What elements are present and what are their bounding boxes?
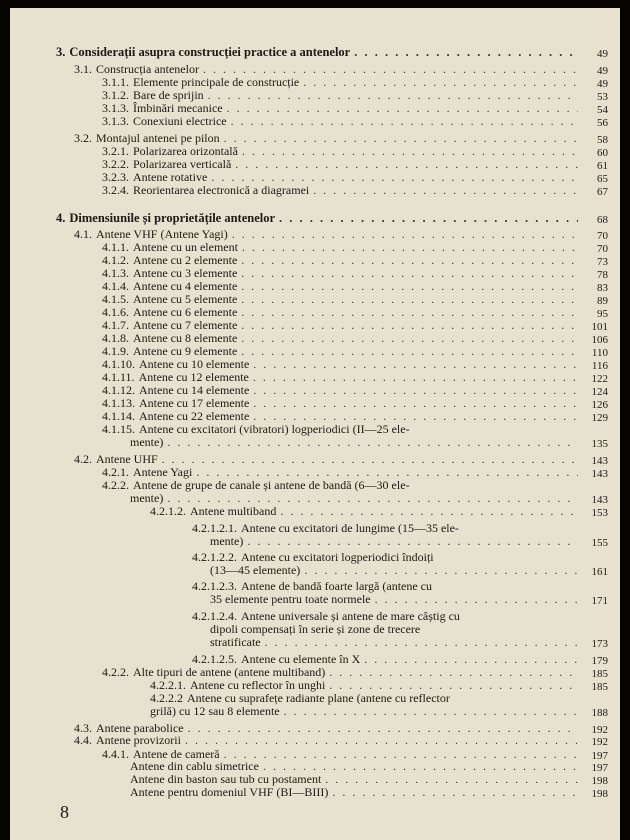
toc-entry-title: 35 elemente pentru toate normele — [210, 592, 371, 606]
dot-leader — [247, 533, 578, 549]
toc-entry-number: 4.4. — [74, 733, 92, 747]
toc-entry-page: 124 — [591, 386, 608, 398]
dot-leader — [304, 562, 578, 578]
toc-entry-page: 70 — [597, 230, 608, 242]
toc-entry-page: 49 — [597, 48, 608, 60]
toc-entry-page: 143 — [591, 455, 608, 467]
toc-entry-title: Antene cu 8 elemente — [133, 331, 238, 345]
toc-entry-page: 129 — [591, 412, 608, 424]
toc-entry-title: Antene provizorii — [96, 733, 181, 747]
toc-entry-title: Antene cu 7 elemente — [133, 318, 238, 332]
toc-entry-number: 4.2.2.2 — [150, 691, 183, 705]
toc-entry-number: 3.2.3. — [102, 170, 129, 184]
toc-entry-title: Reorientarea electronică a diagramei — [133, 183, 310, 197]
toc-entry-title: Antene cu 5 elemente — [133, 292, 238, 306]
toc-entry-title: Antene pentru domeniul VHF (BI—BIII) — [130, 785, 329, 799]
toc-entry-title: Polarizarea verticală — [133, 157, 232, 171]
toc-entry-page: 153 — [591, 507, 608, 519]
toc-entry-page: 83 — [597, 282, 608, 294]
toc-entry-number: 3.1.1. — [102, 75, 129, 89]
toc-entry-page: 58 — [597, 134, 608, 146]
toc-entry-number: 4.1.8. — [102, 331, 129, 345]
toc-entry-number: 4.2.1. — [102, 465, 129, 479]
toc-entry-page: 65 — [597, 173, 608, 185]
toc-entry-number: 4.1.14. — [102, 409, 135, 423]
toc-entry-number: 4.2.2. — [102, 478, 129, 492]
toc-entry-number: 4.3. — [74, 721, 92, 735]
toc-entry-title: mente) — [130, 435, 164, 449]
toc-entry-page: 73 — [597, 256, 608, 268]
toc-entry — [56, 44, 582, 60]
toc-entry-title: Antene cu 12 elemente — [138, 370, 249, 384]
toc-entry — [130, 434, 582, 450]
toc-entry-title: (13—45 elemente) — [210, 563, 301, 577]
toc-entry-page: 197 — [591, 750, 608, 762]
toc-entry-number: 4.2.1.2.1. — [192, 521, 237, 535]
toc-entry-page: 116 — [591, 360, 608, 372]
toc-entry-title: Bare de sprijin — [133, 88, 204, 102]
toc-entry-page: 122 — [591, 373, 608, 385]
toc-entry-number: 4.2.1.2.4. — [192, 609, 237, 623]
toc-entry-page: 95 — [597, 308, 608, 320]
toc-entry-number: 4.2.1.2.2. — [192, 550, 237, 564]
toc-entry-title: Antene de bandă foarte largă (antene cu — [241, 579, 433, 593]
toc-entry-number: 4.1.1. — [102, 240, 129, 254]
toc-entry-page: 171 — [591, 595, 608, 607]
toc-entry-number: 3.2.1. — [102, 144, 129, 158]
toc-entry-page: 198 — [591, 775, 608, 787]
toc-entry-number: 4.1. — [74, 227, 92, 241]
toc-entry-title: Antene cu 4 elemente — [133, 279, 238, 293]
toc-entry-number: 4.1.15. — [102, 422, 135, 436]
toc-entry-page: 185 — [591, 681, 608, 693]
toc-entry-title: Antene cu 17 elemente — [139, 396, 250, 410]
toc-entry-number: 4.1.4. — [102, 279, 129, 293]
toc-entry-title: Antene cu reflector în unghi — [190, 678, 326, 692]
dot-leader — [354, 44, 578, 60]
toc-entry-number: 4.1.9. — [102, 344, 129, 358]
toc-entry-page: 61 — [597, 160, 608, 172]
toc-entry-title: Antene rotative — [133, 170, 208, 184]
toc-entry-page: 49 — [597, 65, 608, 77]
toc-entry-number: 3.2.2. — [102, 157, 129, 171]
dot-leader — [279, 210, 578, 226]
toc-entry-title: Îmbinări mecanice — [133, 101, 223, 115]
dot-leader — [167, 434, 578, 450]
toc-entry — [102, 182, 582, 198]
toc-entry-title: Antene cu 10 elemente — [139, 357, 250, 371]
toc-entry-title: Construcția antenelor — [96, 62, 199, 76]
toc-entry-page: 53 — [597, 91, 608, 103]
toc-entry — [150, 503, 582, 519]
toc-entry-title: Antene cu excitatori logperiodici îndoiți — [241, 550, 434, 564]
dot-leader — [332, 784, 578, 800]
toc-entry — [130, 784, 582, 800]
toc-entry-page: 192 — [591, 736, 608, 748]
toc-entry-page: 143 — [591, 468, 608, 480]
toc-entry-number: 4.1.12. — [102, 383, 135, 397]
toc-entry-number: 4.1.3. — [102, 266, 129, 280]
dot-leader — [231, 113, 578, 129]
toc-entry — [102, 113, 582, 129]
toc-entry-number: 3.1.3. — [102, 114, 129, 128]
toc-entry-page: 198 — [591, 788, 608, 800]
toc-entry-number: 3.2.4. — [102, 183, 129, 197]
toc-entry-title: mente) — [210, 534, 244, 548]
toc-entry-title: Conexiuni electrice — [133, 114, 227, 128]
toc-entry-title: Antene cu elemente în X — [241, 652, 361, 666]
toc-entry-page: 126 — [591, 399, 608, 411]
toc-entry-title: Montajul antenei pe pilon — [96, 131, 220, 145]
toc-entry — [210, 562, 582, 578]
toc-entry-page: 185 — [591, 668, 608, 680]
toc-entry-title: Antene cu 2 elemente — [133, 253, 238, 267]
toc-entry-title: Antene cu 3 elemente — [133, 266, 238, 280]
toc-entry-number: 4.2. — [74, 452, 92, 466]
toc-entry-title: Antene de grupe de canale și antene de bandă (6—30 ele- — [133, 478, 410, 492]
toc-entry-title: Antene Yagi — [133, 465, 193, 479]
toc-entry-title: Antene cu excitatori (vibratori) logperiodici (II—25 ele- — [139, 422, 410, 436]
toc-entry-title: Antene UHF — [96, 452, 158, 466]
toc-entry-number: 4.2.1.2.5. — [192, 652, 237, 666]
toc-entry-page: 89 — [597, 295, 608, 307]
toc-entry-page: 60 — [597, 147, 608, 159]
book-page — [10, 8, 620, 840]
toc-entry-number: 3.1.3. — [102, 101, 129, 115]
toc-entry-number: 4.2.2.1. — [150, 678, 186, 692]
toc-entry-title: stratificate — [210, 635, 261, 649]
toc-entry-page: 155 — [591, 537, 608, 549]
toc-entry-page: 143 — [591, 494, 608, 506]
toc-entry — [56, 210, 582, 226]
toc-entry-title: Antene universale și antene de mare câștig cu — [241, 609, 460, 623]
toc-entry-page: 173 — [591, 638, 608, 650]
toc-entry-title: Antene din cablu simetrice — [130, 759, 259, 773]
toc-entry-title: Antene VHF (Antene Yagi) — [96, 227, 228, 241]
toc-entry-title: Antene cu excitatori de lungime (15—35 ele- — [241, 521, 459, 535]
toc-entry-page: 70 — [597, 243, 608, 255]
toc-entry-number: 4.4.1. — [102, 747, 129, 761]
toc-entry-page: 110 — [591, 347, 608, 359]
toc-entry-number: 4.1.13. — [102, 396, 135, 410]
toc-entry-page: 188 — [591, 707, 608, 719]
toc-entry — [210, 533, 582, 549]
toc-entry-title: Antene din baston sau tub cu postament — [130, 772, 322, 786]
toc-entry-title: Antene multiband — [190, 504, 277, 518]
toc-entry-title: Antene cu 22 elemente — [139, 409, 250, 423]
toc-entry-title: Polarizarea orizontală — [133, 144, 238, 158]
toc-entry-title: Antene cu 9 elemente — [133, 344, 238, 358]
toc-entry-title: Antene cu 14 elemente — [139, 383, 250, 397]
dot-leader — [375, 591, 578, 607]
toc-entry-page: 78 — [597, 269, 608, 281]
toc-entry-page: 54 — [597, 104, 608, 116]
toc-entry-page: 68 — [597, 214, 608, 226]
toc-entry — [150, 703, 582, 719]
toc-entry-number: 3.1.2. — [102, 88, 129, 102]
dot-leader — [265, 634, 578, 650]
toc-entry-number: 4.2.1.2.3. — [192, 579, 237, 593]
toc-entry-page: 179 — [591, 655, 608, 667]
toc-entry-title: mente) — [130, 491, 164, 505]
toc-entry-number: 3.1. — [74, 62, 92, 76]
toc-entry-number: 4.2.1.2. — [150, 504, 186, 518]
toc-entry-title: Considerații asupra construcției practice a antenelor — [69, 45, 351, 59]
toc-entry-page: 135 — [591, 438, 608, 450]
toc-entry-title: Antene parabolice — [96, 721, 184, 735]
table-of-contents — [10, 8, 620, 840]
toc-entry-title: Elemente principale de construcție — [133, 75, 300, 89]
toc-entry-number: 4.1.2. — [102, 253, 129, 267]
toc-entry-number: 4.1.11. — [102, 370, 135, 384]
dot-leader — [280, 503, 578, 519]
toc-entry-page: 67 — [597, 186, 608, 198]
dot-leader — [284, 703, 578, 719]
toc-entry-page: 161 — [591, 566, 608, 578]
toc-entry-page: 56 — [597, 117, 608, 129]
toc-entry-number: 3. — [56, 45, 66, 59]
toc-entry-title: grilă) cu 12 sau 8 elemente — [150, 704, 280, 718]
toc-entry-number: 3.2. — [74, 131, 92, 145]
toc-entry-page: 101 — [591, 321, 608, 333]
toc-entry-page: 197 — [591, 762, 608, 774]
toc-entry-page: 192 — [591, 724, 608, 736]
toc-entry-title: Antene cu un element — [133, 240, 238, 254]
toc-entry — [210, 591, 582, 607]
toc-entry-page: 49 — [597, 78, 608, 90]
toc-entry-title: Alte tipuri de antene (antene multiband) — [133, 665, 326, 679]
page-number: 8 — [60, 802, 69, 822]
toc-entry-number: 4.1.7. — [102, 318, 129, 332]
toc-entry-title: dipoli compensați în serie și zone de trecere — [210, 622, 421, 636]
toc-entry-title: Antene cu suprafețe radiante plane (antene cu reflector — [187, 691, 450, 705]
toc-entry-number: 4.1.5. — [102, 292, 129, 306]
toc-entry-title: Dimensiunile și proprietățile antenelor — [69, 211, 276, 225]
toc-entry-title: Antene de cameră — [133, 747, 220, 761]
dot-leader — [313, 182, 578, 198]
toc-entry-number: 4. — [56, 211, 66, 225]
toc-entry-title: Antene cu 6 elemente — [133, 305, 238, 319]
toc-entry-number: 4.1.10. — [102, 357, 135, 371]
toc-entry-number: 4.1.6. — [102, 305, 129, 319]
toc-entry-number: 4.2.2. — [102, 665, 129, 679]
toc-entry-page: 106 — [591, 334, 608, 346]
toc-entry — [210, 634, 582, 650]
